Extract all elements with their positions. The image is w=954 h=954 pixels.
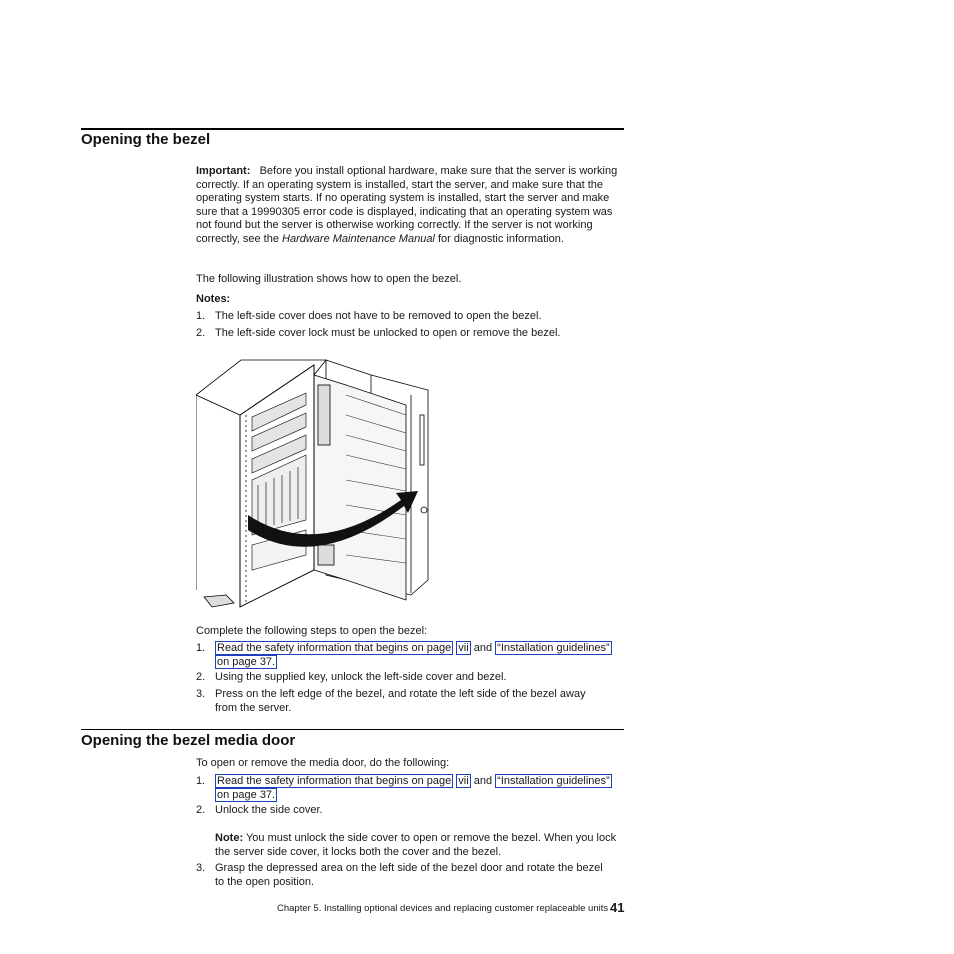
step-line: to the open position.: [215, 875, 315, 888]
section-rule: [81, 128, 624, 130]
page-37-link[interactable]: on page 37.: [217, 655, 276, 668]
step-line: Grasp the depressed area on the left side of the bezel door and rotate the bezel: [215, 862, 603, 874]
note-number: 1.: [196, 310, 206, 322]
step-text: [215, 642, 624, 669]
step-text: [215, 862, 624, 889]
section-title: Opening the bezel: [81, 131, 211, 148]
note-text: The left-side cover does not have to be removed to open the bezel.: [215, 310, 542, 322]
note-text: You must unlock the side cover to open or remove the bezel. When you lock the server side cover, it locks both the cover and the bezel.: [215, 832, 617, 858]
important-paragraph: [196, 165, 624, 247]
illustration-intro: The following illustration shows how to open the bezel.: [196, 273, 462, 285]
step-line: Press on the left edge of the bezel, and rotate the left side of the bezel away: [215, 688, 586, 700]
safety-info-link[interactable]: Read the safety information that begins on page: [217, 642, 452, 654]
important-text: Before you install optional hardware, make sure that the server is working correctly. If an operating system is installed, start the server, and make sure that the operating system starts. If no operating system is installed, start the server and make sure that a 19990305 error code is displayed, indicating that an operating system was not found but the server is otherwise working correctly. If the server is not working correctly, see the: [196, 165, 618, 245]
section-intro: To open or remove the media door, do the following:: [196, 757, 450, 769]
notes-label: Notes:: [196, 293, 231, 305]
step-text: [215, 688, 624, 715]
page-number: 41: [610, 900, 625, 915]
step-number: 1.: [196, 642, 206, 654]
note-label: Note:: [215, 832, 244, 844]
step-text: Using the supplied key, unlock the left-side cover and bezel.: [215, 671, 507, 683]
important-label: Important:: [196, 165, 251, 177]
page-vii-link[interactable]: vii: [458, 642, 469, 654]
installation-guidelines-link[interactable]: “Installation guidelines”: [497, 642, 610, 654]
section-title: Opening the bezel media door: [81, 732, 296, 749]
page-vii-link[interactable]: vii: [458, 775, 469, 787]
note-number: 2.: [196, 327, 206, 339]
step-number: 3.: [196, 862, 206, 874]
step-number: 1.: [196, 775, 206, 787]
and-text: and: [473, 775, 493, 787]
bezel-illustration: [196, 355, 441, 610]
note-paragraph: [215, 832, 624, 859]
step-number: 3.: [196, 688, 206, 700]
step-line: from the server.: [215, 701, 292, 714]
and-text: and: [473, 642, 493, 654]
step-number: 2.: [196, 671, 206, 683]
manual-title: Hardware Maintenance Manual: [282, 232, 435, 245]
note-text: The left-side cover lock must be unlocked to open or remove the bezel.: [215, 327, 561, 339]
step-text: [215, 775, 624, 802]
step-text: Unlock the side cover.: [215, 804, 323, 816]
important-tail: for diagnostic information.: [437, 232, 564, 245]
safety-info-link[interactable]: Read the safety information that begins on page: [217, 775, 452, 787]
section-rule: [81, 729, 624, 730]
steps-intro: Complete the following steps to open the bezel:: [196, 625, 428, 637]
installation-guidelines-link[interactable]: “Installation guidelines”: [497, 775, 610, 787]
footer-chapter: Chapter 5. Installing optional devices and replacing customer replaceable units: [277, 903, 609, 914]
page-37-link[interactable]: on page 37.: [217, 788, 276, 801]
step-number: 2.: [196, 804, 206, 816]
